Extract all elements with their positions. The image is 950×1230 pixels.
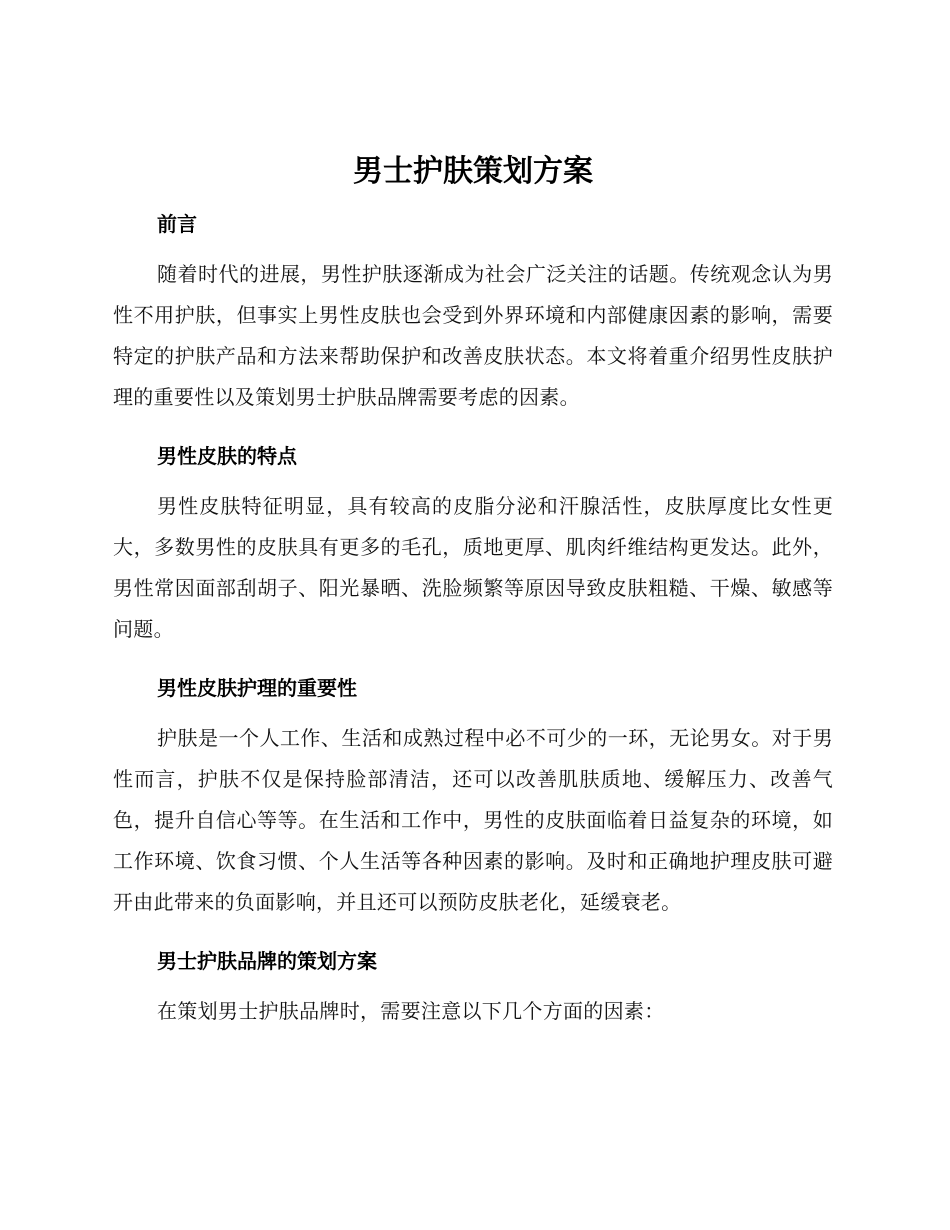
section-heading: 男性皮肤的特点 xyxy=(157,444,297,468)
section-male-skin-features xyxy=(113,442,833,650)
document-title: 男士护肤策划方案 xyxy=(353,154,593,189)
section-heading: 前言 xyxy=(157,212,197,236)
section-skincare-importance xyxy=(113,674,833,923)
section-brand-plan xyxy=(113,947,833,1032)
section-heading: 男性皮肤护理的重要性 xyxy=(157,676,357,700)
section-paragraph: 男性皮肤特征明显，具有较高的皮脂分泌和汗腺活性，皮肤厚度比女性更大，多数男性的皮肤具有更多的毛孔，质地更厚、肌肉纤维结构更发达。此外，男性常因面部刮胡子、阳光暴晒、洗脸频繁等原因导致皮肤粗糙、干燥、敏感等问题。 xyxy=(113,494,833,641)
section-preface xyxy=(113,210,833,418)
section-heading: 男士护肤品牌的策划方案 xyxy=(157,949,377,973)
section-paragraph: 在策划男士护肤品牌时，需要注意以下几个方面的因素： xyxy=(157,999,665,1023)
section-paragraph: 随着时代的进展，男性护肤逐渐成为社会广泛关注的话题。传统观念认为男性不用护肤，但事实上男性皮肤也会受到外界环境和内部健康因素的影响，需要特定的护肤产品和方法来帮助保护和改善皮肤状态。本文将着重介绍男性皮肤护理的重要性以及策划男士护肤品牌需要考虑的因素。 xyxy=(113,262,833,409)
document-body xyxy=(113,148,833,1056)
section-paragraph: 护肤是一个人工作、生活和成熟过程中必不可少的一环，无论男女。对于男性而言，护肤不仅是保持脸部清洁，还可以改善肌肤质地、缓解压力、改善气色，提升自信心等等。在生活和工作中，男性的皮肤面临着日益复杂的环境，如工作环境、饮食习惯、个人生活等各种因素的影响。及时和正确地护理皮肤可避开由此带来的负面影响，并且还可以预防皮肤老化，延缓衰老。 xyxy=(113,726,833,914)
